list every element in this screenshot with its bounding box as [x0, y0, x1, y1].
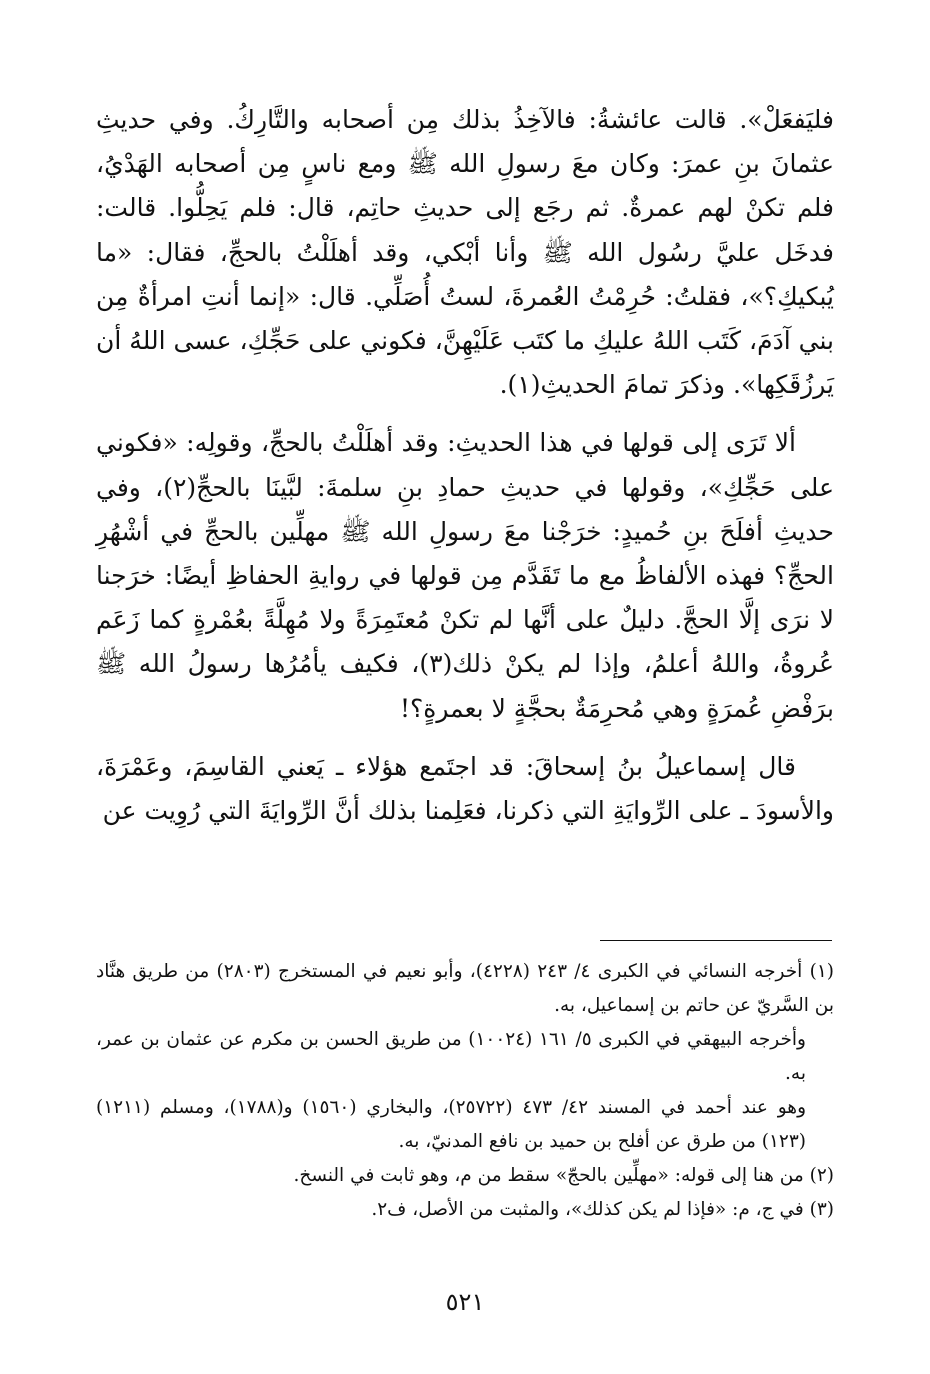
page-number: ٥٢١ [445, 1288, 485, 1316]
footnote-divider [600, 940, 832, 941]
footnotes [96, 955, 834, 1227]
paragraph-3: قال إسماعيلُ بنُ إسحاقَ: قد اجتَمع هؤلاء ـ يَعني القاسِمَ، وعَمْرَةَ، والأسودَ ـ على الرِّوايَةِ التي ذكرنا، فعَلِمنا بذلك أنَّ الرِّوايَةَ التي رُوِيت عن [96, 751, 834, 826]
paragraph-2: ألا تَرَى إلى قولها في هذا الحديثِ: وقد أهلَلْتُ بالحجِّ، وقولِه: «فكوني على حَجِّكِ»، وقولها في حديثِ حمادِ بنِ سلمةَ: لبَّينَا بالحجِّ(٢)، وفي حديثِ أفلَحَ بنِ حُميدٍ: خرَجْنا معَ رسولِ الله ﷺ مهلِّين بالحجِّ في أشْهُرِ الحجِّ؟ فهذه الألفاظُ مع ما تَقَدَّم مِن قولها في روايةِ الحفاظِ أيضًا: خرَجنا لا نرَى إلَّا الحجَّ. دليلٌ على أنَّها لم تكنْ مُعتَمِرَةً ولا مُهِلَّةً بعُمْرةٍ كما زَعَم عُروةُ، واللهُ أعلمُ، وإذا لم يكنْ ذلك(٣)، فكيف يأمُرُها رسولُ الله ﷺ برَفْضِ عُمرَةٍ وهي مُحرِمَةٌ بحجَّةٍ لا بعمرةٍ؟! [96, 428, 835, 723]
paragraph-1: فليَفعَلْ». قالت عائشةُ: فالآخِذُ بذلك مِن أصحابه والتَّارِكُ. وفي حديثِ عثمانَ بنِ عمرَ: وكان معَ رسولِ الله ﷺ ومع ناسٍ مِن أصحابه الهَدْيُ، فلم تكنْ لهم عمرةٌ. ثم رجَع إلى حديثِ حاتِم، قال: فلم يَحِلُّوا. قالت: فدخَل عليَّ رسُول الله ﷺ وأنا أبْكي، وقد أهلَلْتُ بالحجِّ، فقال: «ما يُبكيكِ؟»، فقلتُ: حُرِمْتُ العُمرةَ، لستُ أُصَلِّي. قال: «إنما أنتِ امرأةٌ مِن بني آدَمَ، كَتَب اللهُ عليكِ ما كتَب عَلَيْهِنَّ، فكوني على حَجِّكِ، عسى اللهُ أن يَرزُقَكِها». وذكرَ تمامَ الحديثِ(١). [96, 105, 834, 400]
footnote-1-continuation-b: وهو عند أحمد في المسند ٤٢/ ٤٧٣ (٢٥٧٢٢)، والبخاري (١٥٦٠) و(١٧٨٨)، ومسلم (١٢١١) (١٢٣) من طرق عن أفلح بن حميد بن نافع المدنيّ، به. [96, 1097, 806, 1152]
footnote-1: (١) أخرجه النسائي في الكبرى ٤/ ٢٤٣ (٤٢٢٨)، وأبو نعيم في المستخرج (٢٨٠٣) من طريق هنَّاد بن السَّريّ عن حاتم بن إسماعيل، به. [96, 961, 834, 1016]
footnote-1-continuation-a: وأخرجه البيهقي في الكبرى ٥/ ١٦١ (١٠٠٢٤) من طريق الحسن بن مكرم عن عثمان بن عمر، به. [96, 1029, 806, 1084]
main-text [96, 98, 834, 847]
footnote-2: (٢) من هنا إلى قوله: «مهلِّين بالحجّ» سقط من م، وهو ثابت في النسخ. [293, 1165, 834, 1186]
footnote-3: (٣) في ج، م: «فإذا لم يكن كذلك»، والمثبت من الأصل، ف٢. [371, 1199, 834, 1220]
